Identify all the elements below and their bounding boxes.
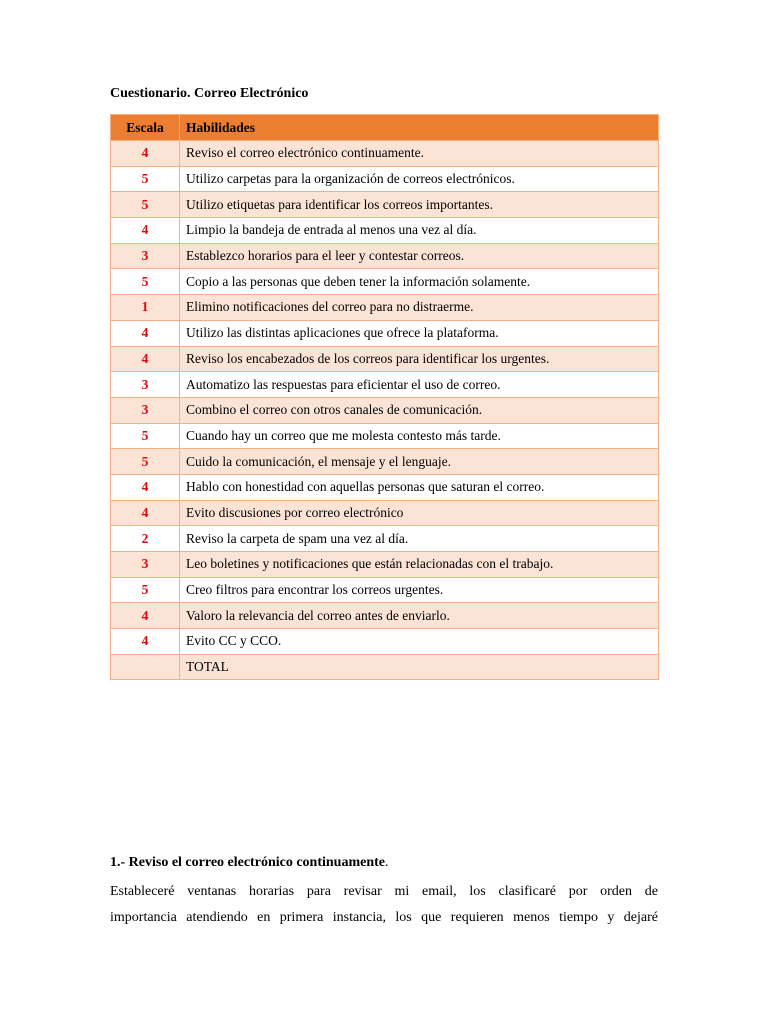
table-row [111,629,659,655]
total-row [111,654,659,680]
table-row [111,346,659,372]
total-label-cell: TOTAL [180,654,659,680]
table-row [111,218,659,244]
skill-cell: Limpio la bandeja de entrada al menos una vez al día. [180,218,659,244]
skill-cell: Elimino notificaciones del correo para no distraerme. [180,295,659,321]
score-cell: 4 [111,320,180,346]
table-row [111,372,659,398]
paragraph-line: Estableceré ventanas horarias para revisar mi email, los clasificaré por orden de [110,884,658,899]
table-row [111,603,659,629]
score-cell: 5 [111,269,180,295]
total-score-cell [111,654,180,680]
score-cell: 3 [111,397,180,423]
score-cell: 3 [111,372,180,398]
table-row [111,295,659,321]
section-heading-text: 1.- Reviso el correo electrónico continuamente [110,855,385,870]
table-row [111,397,659,423]
table-row [111,320,659,346]
skill-cell: Utilizo las distintas aplicaciones que ofrece la plataforma. [180,320,659,346]
table-row [111,192,659,218]
skill-cell: Utilizo carpetas para la organización de correos electrónicos. [180,166,659,192]
table-row [111,141,659,167]
score-cell: 5 [111,423,180,449]
skill-cell: Cuido la comunicación, el mensaje y el lenguaje. [180,449,659,475]
score-cell: 5 [111,192,180,218]
table-row [111,449,659,475]
skill-cell: Copio a las personas que deben tener la información solamente. [180,269,659,295]
score-cell: 5 [111,449,180,475]
skill-cell: Evito CC y CCO. [180,629,659,655]
skill-cell: Hablo con honestidad con aquellas personas que saturan el correo. [180,474,659,500]
table-row [111,526,659,552]
column-header-habilidades: Habilidades [180,115,659,141]
score-cell: 4 [111,500,180,526]
score-cell: 2 [111,526,180,552]
column-header-escala: Escala [111,115,180,141]
skill-cell: Leo boletines y notificaciones que están relacionadas con el trabajo. [180,552,659,578]
section-paragraph [110,879,658,931]
skill-cell: Utilizo etiquetas para identificar los correos importantes. [180,192,659,218]
skill-cell: Reviso los encabezados de los correos para identificar los urgentes. [180,346,659,372]
table-row [111,577,659,603]
score-cell: 4 [111,629,180,655]
table-row [111,500,659,526]
skill-cell: Cuando hay un correo que me molesta contesto más tarde. [180,423,659,449]
questionnaire-table [110,114,659,680]
document-title: Cuestionario. Correo Electrónico [110,86,309,101]
score-cell: 4 [111,346,180,372]
table-row [111,423,659,449]
section-heading-period: . [385,855,389,870]
skill-cell: Automatizo las respuestas para eficientar el uso de correo. [180,372,659,398]
skill-cell: Combino el correo con otros canales de comunicación. [180,397,659,423]
skill-cell: Valoro la relevancia del correo antes de enviarlo. [180,603,659,629]
skill-cell: Reviso el correo electrónico continuamente. [180,141,659,167]
score-cell: 4 [111,218,180,244]
score-cell: 4 [111,603,180,629]
skill-cell: Establezco horarios para el leer y contestar correos. [180,243,659,269]
table-row [111,474,659,500]
table-row [111,166,659,192]
table-header-row [111,115,659,141]
table-row [111,243,659,269]
score-cell: 5 [111,577,180,603]
table-row [111,269,659,295]
section-heading [110,854,389,872]
score-cell: 3 [111,243,180,269]
score-cell: 1 [111,295,180,321]
skill-cell: Evito discusiones por correo electrónico [180,500,659,526]
score-cell: 5 [111,166,180,192]
skill-cell: Reviso la carpeta de spam una vez al día. [180,526,659,552]
table-row [111,552,659,578]
skill-cell: Creo filtros para encontrar los correos urgentes. [180,577,659,603]
score-cell: 4 [111,474,180,500]
paragraph-line: importancia atendiendo en primera instancia, los que requieren menos tiempo y dejaré [110,910,658,925]
score-cell: 4 [111,141,180,167]
score-cell: 3 [111,552,180,578]
